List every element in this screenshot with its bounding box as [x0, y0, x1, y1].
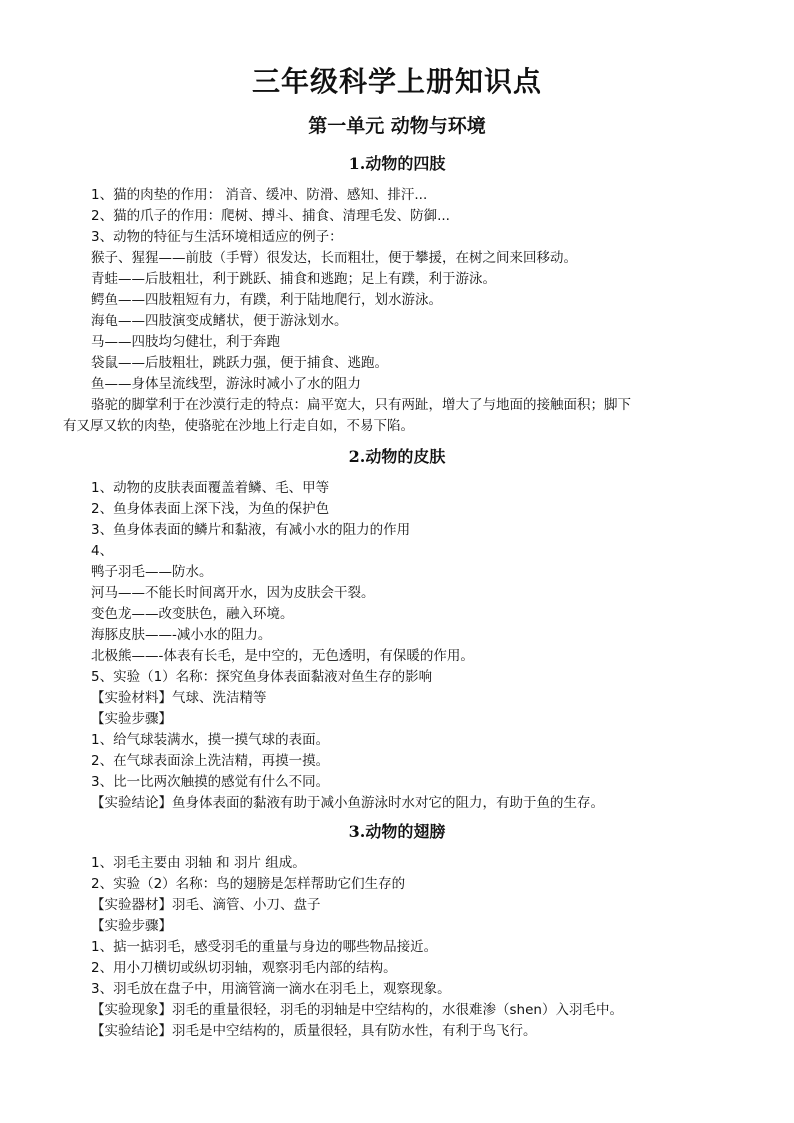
section-heading-skin: 2.动物的皮肤	[348, 447, 446, 466]
paragraph-line: 1、给气球装满水，摸一摸气球的表面。	[91, 732, 330, 748]
paragraph-line: 骆驼的脚掌利于在沙漠行走的特点：扁平宽大，只有两趾，增大了与地面的接触面积；脚下	[91, 397, 631, 413]
paragraph-line: 3、比一比两次触摸的感觉有什么不同。	[91, 774, 330, 790]
section-heading-wings: 3.动物的翅膀	[348, 822, 446, 841]
paragraph-line: 袋鼠——后肢粗壮，跳跃力强，便于捕食、逃跑。	[91, 355, 388, 371]
paragraph-line: 猴子、猩猩——前肢（手臂）很发达，长而粗壮，便于攀援，在树之间来回移动。	[91, 250, 577, 266]
paragraph-line: 【实验步骤】	[91, 711, 172, 727]
paragraph-line: 5、实验（1）名称：探究鱼身体表面黏液对鱼生存的影响	[91, 669, 433, 685]
document-title: 三年级科学上册知识点	[251, 65, 542, 98]
paragraph-line: 2、实验（2）名称：鸟的翅膀是怎样帮助它们生存的	[91, 876, 406, 892]
paragraph-line: 2、在气球表面涂上洗洁精，再摸一摸。	[91, 753, 330, 769]
paragraph-line: 鳄鱼——四肢粗短有力，有蹼，利于陆地爬行，划水游泳。	[91, 292, 442, 308]
paragraph-line: 1、动物的皮肤表面覆盖着鳞、毛、甲等	[91, 480, 330, 496]
paragraph-line: 2、用小刀横切或纵切羽轴，观察羽毛内部的结构。	[91, 960, 397, 976]
paragraph-line: 4、	[91, 543, 114, 559]
paragraph-line: 3、鱼身体表面的鳞片和黏液，有减小水的阻力的作用	[91, 522, 411, 538]
paragraph-line: 【实验结论】羽毛是中空结构的，质量很轻，具有防水性，有利于鸟飞行。	[91, 1023, 537, 1039]
paragraph-line: 2、鱼身体表面上深下浅，为鱼的保护色	[91, 501, 330, 517]
paragraph-line: 3、羽毛放在盘子中，用滴管滴一滴水在羽毛上，观察现象。	[91, 981, 451, 997]
paragraph-line: 3、动物的特征与生活环境相适应的例子：	[91, 229, 343, 245]
paragraph-line: 海龟——四肢演变成鳍状，便于游泳划水。	[91, 313, 348, 329]
paragraph-line: 1、掂一掂羽毛，感受羽毛的重量与身边的哪些物品接近。	[91, 939, 438, 955]
paragraph-line: 【实验步骤】	[91, 918, 172, 934]
paragraph-line: 鸭子羽毛——防水。	[91, 564, 213, 580]
paragraph-line: 鱼——身体呈流线型，游泳时减小了水的阻力	[91, 376, 361, 392]
paragraph-line: 1、羽毛主要由 羽轴 和 羽片 组成。	[91, 855, 306, 871]
paragraph-line: 【实验器材】羽毛、滴管、小刀、盘子	[91, 897, 321, 913]
paragraph-line: 青蛙——后肢粗壮，利于跳跃、捕食和逃跑；足上有蹼，利于游泳。	[91, 271, 496, 287]
paragraph-line: 马——四肢均匀健壮，利于奔跑	[91, 334, 280, 350]
section-heading-limbs: 1.动物的四肢	[348, 154, 446, 173]
paragraph-line: 变色龙——改变肤色，融入环境。	[91, 606, 294, 622]
paragraph-line: 【实验结论】鱼身体表面的黏液有助于减小鱼游泳时水对它的阻力，有助于鱼的生存。	[91, 795, 604, 811]
paragraph-line: 海豚皮肤——-减小水的阻力。	[91, 627, 272, 643]
paragraph-line: 北极熊——-体表有长毛，是中空的，无色透明，有保暖的作用。	[91, 648, 474, 664]
unit-title: 第一单元 动物与环境	[308, 115, 486, 137]
paragraph-line: 【实验现象】羽毛的重量很轻，羽毛的羽轴是中空结构的，水很难渗（shen）入羽毛中。	[91, 1002, 623, 1018]
paragraph-line: 【实验材料】气球、洗洁精等	[91, 690, 267, 706]
paragraph-line: 河马——不能长时间离开水，因为皮肤会干裂。	[91, 585, 375, 601]
paragraph-line: 1、猫的肉垫的作用： 消音、缓冲、防滑、感知、排汗...	[91, 187, 428, 203]
paragraph-line: 有又厚又软的肉垫，使骆驼在沙地上行走自如，不易下陷。	[63, 418, 414, 434]
paragraph-line: 2、猫的爪子的作用：爬树、搏斗、捕食、清理毛发、防御...	[91, 208, 450, 224]
